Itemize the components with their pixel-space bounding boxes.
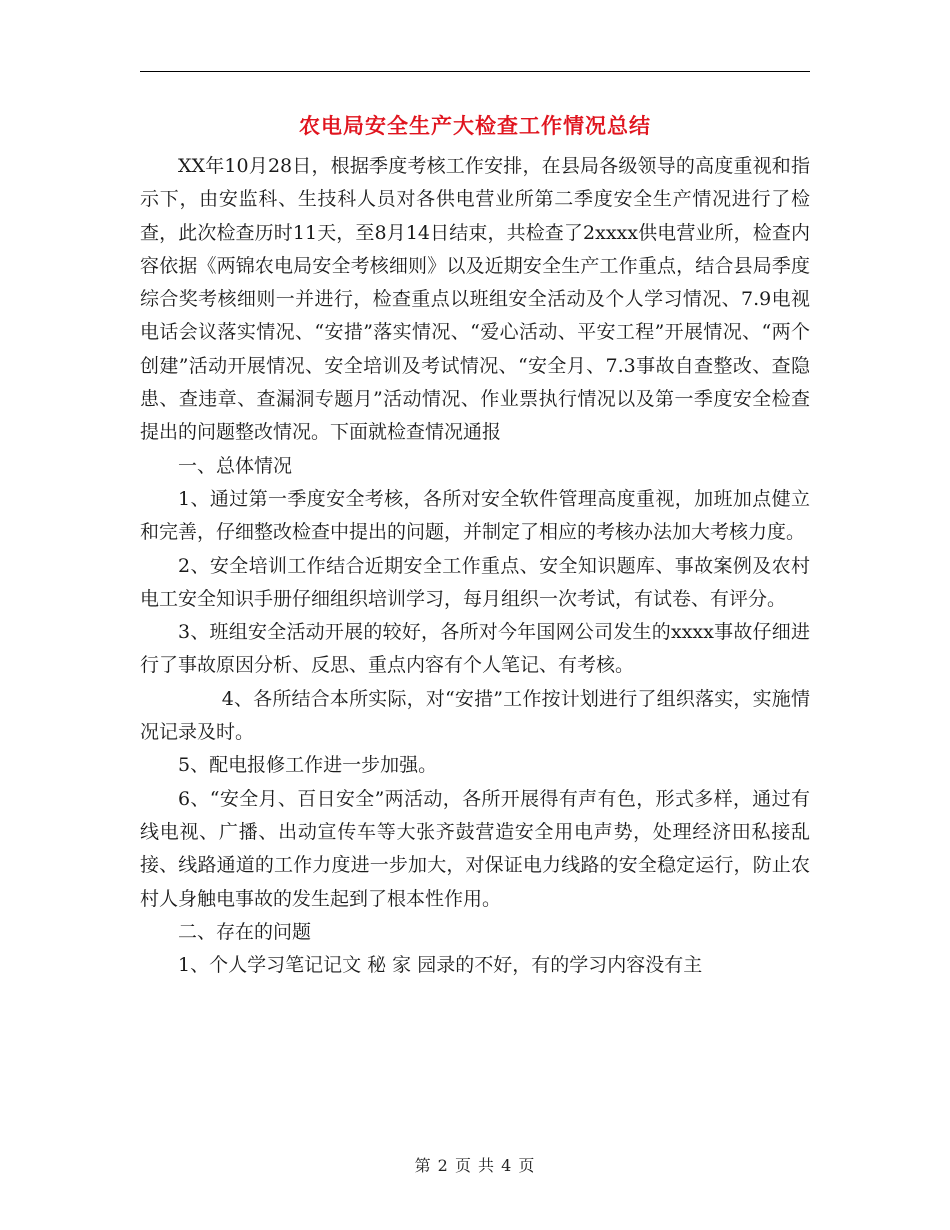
- section-heading-problems: 二、存在的问题: [178, 920, 312, 943]
- document-body: [140, 150, 810, 982]
- section-heading-overall: 一、总体情况: [178, 454, 293, 477]
- overall-item-5: 5、配电报修工作进一步加强。: [178, 754, 438, 777]
- intro-paragraph: XX年10月28日，根据季度考核工作安排，在县局各级领导的高度重视和指示下，由安监科、生技科人员对各供电营业所第二季度安全生产情况进行了检查，此次检查历时11天，至8月14日结束，共检查了2xxxx供电营业所，检查内容依据《两锦农电局安全考核细则》以及近期安全生产工作重点，结合县局季度综合奖考核细则一并进行，检查重点以班组安全活动及个人学习情况、7.9电视电话会议落实情况、“安措”落实情况、“爱心活动、平安工程”开展情况、“两个创建”活动开展情况、安全培训及考试情况、“安全月、7.3事故自查整改、查隐患、查违章、查漏洞专题月”活动情况、作业票执行情况以及第一季度安全检查提出的问题整改情况。下面就检查情况通报: [140, 155, 810, 444]
- overall-item-3: 3、班组安全活动开展的较好，各所对今年国网公司发生的xxxx事故仔细进行了事故原因分析、反思、重点内容有个人笔记、有考核。: [140, 621, 810, 677]
- header-rule: [140, 71, 810, 72]
- page-number-footer: 第 2 页 共 4 页: [414, 1156, 536, 1175]
- overall-item-4: 4、各所结合本所实际，对“安措”工作按计划进行了组织落实，实施情况记录及时。: [140, 687, 810, 744]
- problem-item-1: 1、个人学习笔记记文 秘 家 园录的不好，有的学习内容没有主: [178, 954, 703, 977]
- overall-item-6: 6、“安全月、百日安全”两活动，各所开展得有声有色，形式多样，通过有线电视、广播、出动宣传车等大张齐鼓营造安全用电声势，处理经济田私接乱接、线路通道的工作力度进一步加大，对保证电力线路的安全稳定运行，防止农村人身触电事故的发生起到了根本性作用。: [140, 787, 810, 910]
- document-title: 农电局安全生产大检查工作情况总结: [299, 113, 651, 138]
- overall-item-2: 2、安全培训工作结合近期安全工作重点、安全知识题库、事故案例及农村电工安全知识手册仔细组织培训学习，每月组织一次考试，有试卷、有评分。: [140, 554, 810, 610]
- overall-item-1: 1、通过第一季度安全考核，各所对安全软件管理高度重视，加班加点健立和完善，仔细整改检查中提出的问题，并制定了相应的考核办法加大考核力度。: [140, 487, 810, 544]
